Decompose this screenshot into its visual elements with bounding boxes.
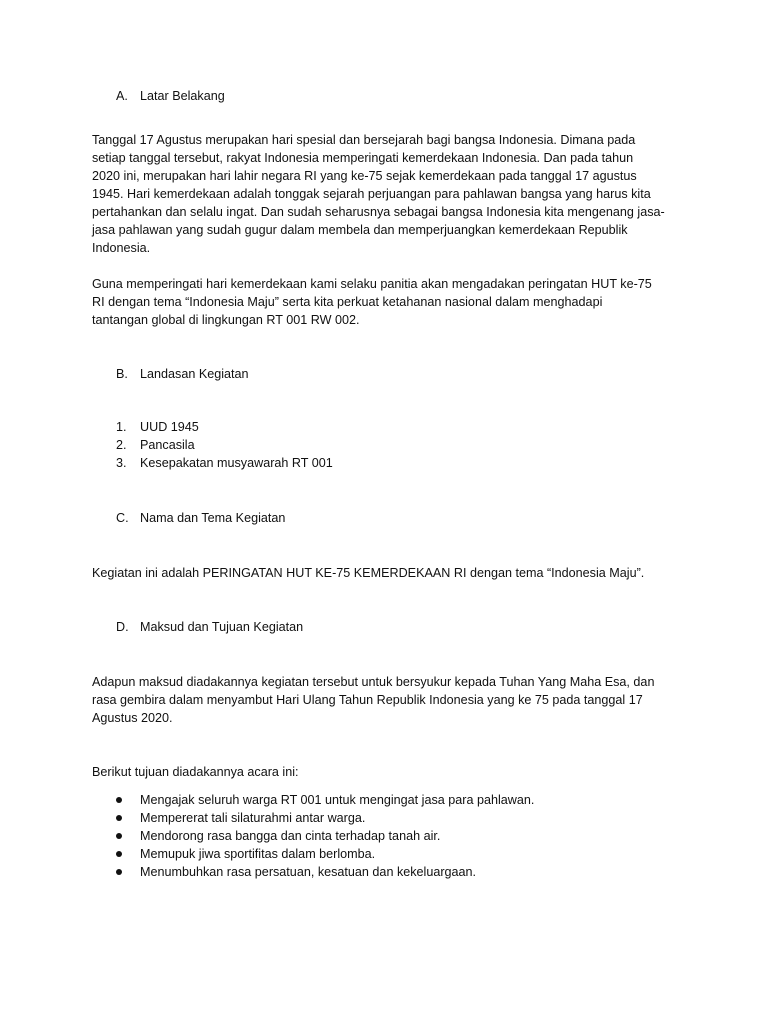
list-text: Kesepakatan musyawarah RT 001 [140, 456, 333, 470]
paragraph-line: Tanggal 17 Agustus merupakan hari spesial dan bersejarah bagi bangsa Indonesia. Dimana pada [92, 133, 636, 147]
section-marker: A. [116, 89, 128, 103]
bullet-dot-icon [116, 815, 122, 821]
paragraph-line: pertahankan dan selalu ingat. Dan sudah seharusnya sebagai bangsa Indonesia kita mengenang jasa- [92, 205, 665, 219]
section-title: Maksud dan Tujuan Kegiatan [140, 620, 304, 634]
bullet-text: Mempererat tali silaturahmi antar warga. [140, 811, 366, 825]
paragraph-line: 1945. Hari kemerdekaan adalah tonggak sejarah perjuangan para pahlawan bangsa yang harus kita [92, 187, 651, 201]
paragraph-line: RI dengan tema “Indonesia Maju” serta kita perkuat ketahanan nasional dalam menghadapi [92, 295, 603, 309]
paragraph-line: 2020 ini, merupakan hari lahir negara RI yang ke-75 sejak kemerdekaan pada tanggal 17 agustus [92, 169, 637, 183]
list-number: 2. [116, 438, 127, 452]
section-title: Latar Belakang [140, 89, 225, 103]
section-title: Landasan Kegiatan [140, 367, 249, 381]
tujuan-intro: Berikut tujuan diadakannya acara ini: [92, 765, 299, 779]
bullet-text: Mengajak seluruh warga RT 001 untuk mengingat jasa para pahlawan. [140, 793, 535, 807]
nama-paragraph: Kegiatan ini adalah PERINGATAN HUT KE-75 KEMERDEKAAN RI dengan tema “Indonesia Maju”. [92, 566, 645, 580]
list-text: UUD 1945 [140, 420, 199, 434]
list-text: Pancasila [140, 438, 195, 452]
bullet-text: Menumbuhkan rasa persatuan, kesatuan dan kekeluargaan. [140, 865, 477, 879]
paragraph-line: Agustus 2020. [92, 711, 173, 725]
paragraph-line: Guna memperingati hari kemerdekaan kami selaku panitia akan mengadakan peringatan HUT ke-75 [92, 277, 652, 291]
paragraph-line: jasa pahlawan yang sudah gugur dalam membela dan memperjuangkan kemerdekaan Republik [92, 223, 628, 237]
bullet-dot-icon [116, 833, 122, 839]
list-number: 1. [116, 420, 127, 434]
bullet-dot-icon [116, 851, 122, 857]
list-number: 3. [116, 456, 127, 470]
paragraph-line: Indonesia. [92, 241, 151, 255]
paragraph-line: tantangan global di lingkungan RT 001 RW 002. [92, 313, 360, 327]
bullet-dot-icon [116, 869, 122, 875]
bullet-text: Mendorong rasa bangga dan cinta terhadap tanah air. [140, 829, 441, 843]
bullet-dot-icon [116, 797, 122, 803]
bullet-text: Memupuk jiwa sportifitas dalam berlomba. [140, 847, 376, 861]
section-marker: B. [116, 367, 128, 381]
paragraph-line: setiap tanggal tersebut, rakyat Indonesia memperingati kemerdekaan Indonesia. Dan pada tahun [92, 151, 634, 165]
section-marker: C. [116, 511, 129, 525]
section-marker: D. [116, 620, 129, 634]
paragraph-line: rasa gembira dalam menyambut Hari Ulang Tahun Republik Indonesia yang ke 75 pada tanggal 17 [92, 693, 643, 707]
section-title: Nama dan Tema Kegiatan [140, 511, 286, 525]
paragraph-line: Adapun maksud diadakannya kegiatan tersebut untuk bersyukur kepada Tuhan Yang Maha Esa, dan [92, 675, 655, 689]
